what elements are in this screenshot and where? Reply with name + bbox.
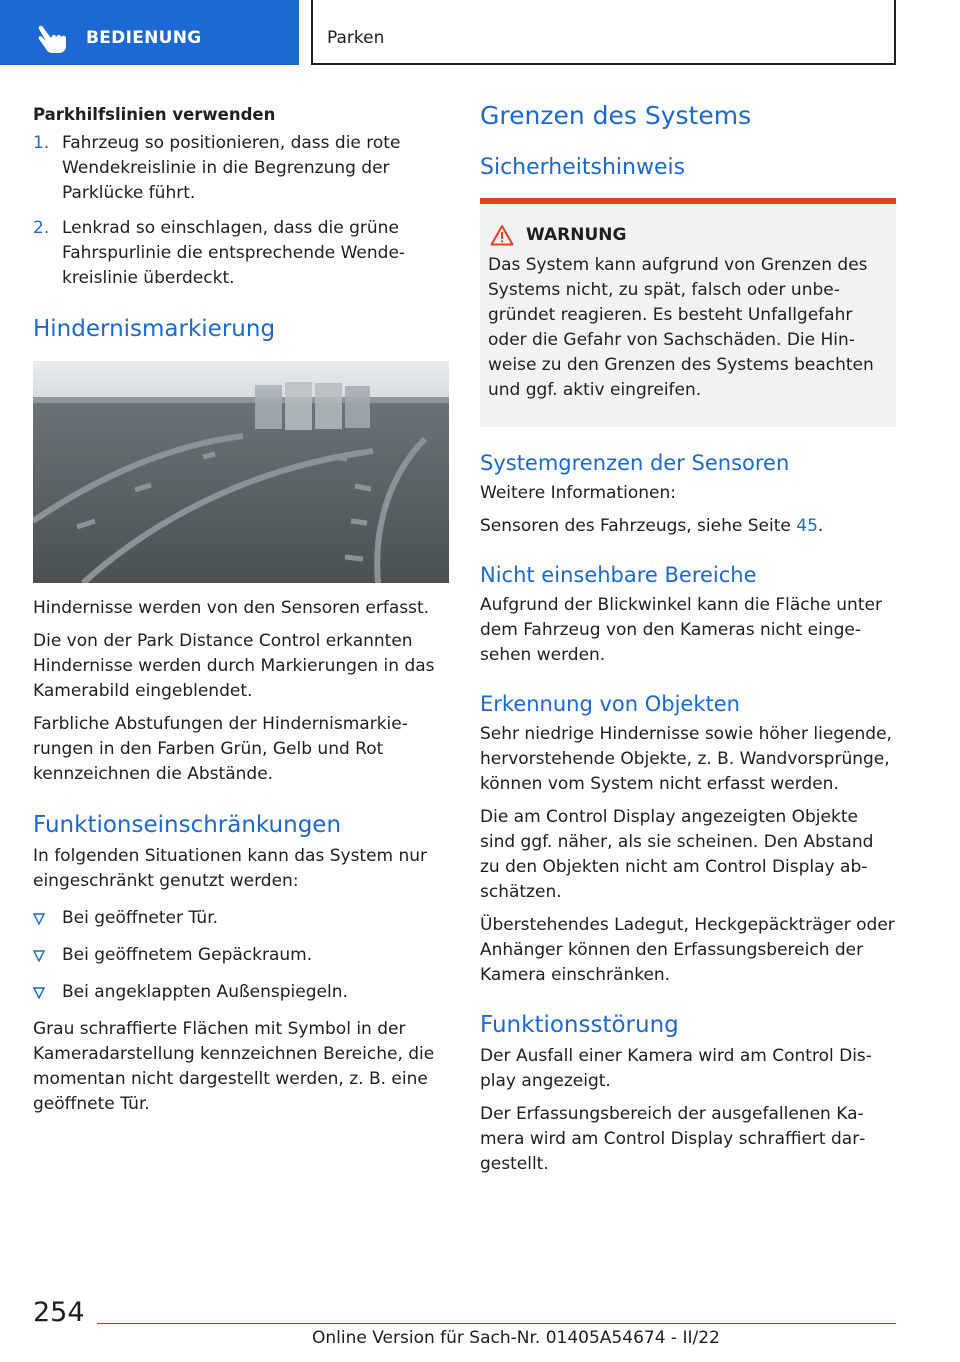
guide-steps-list [33,131,449,291]
page-number: 254 [33,1297,85,1328]
limits-item [33,906,449,931]
limits-item-text: Bei geöffnetem Gepäckraum. [62,945,313,965]
limits-item-text: Bei geöffneter Tür. [62,908,219,928]
triangle-bullet-icon [33,913,45,925]
page-reference-link[interactable]: 45 [796,516,818,536]
hidden-areas-paragraph: Aufgrund der Blickwinkel kann die Fläche unter dem Fahrzeug von den Kameras nicht eingesehen werden. [480,595,882,665]
step-text: Lenkrad so einschlagen, dass die grüne Fahrspurlinie die entsprechende Wendekreislinie überdeckt. [62,218,406,288]
step-number: 2. [33,218,50,238]
obstacle-paragraph-3: Farbliche Abstufungen der Hindernismarkierungen in den Farben Grün, Gelb und Rot kennzeichnen die Abstände. [33,714,408,784]
header-section-tab [0,0,299,65]
warning-triangle-icon [490,224,514,246]
objects-paragraph-1: Sehr niedrige Hindernisse sowie höher liegende, hervorstehende Objekte, z. B. Wandvorsprünge, können vom System nicht erfasst werden. [480,724,892,794]
hidden-areas-heading: Nicht einsehbare Bereiche [480,563,757,587]
warning-title: WARNUNG [526,225,627,245]
right-column [480,100,896,1177]
step-item [33,216,449,291]
limits-outro: Grau schraffierte Flächen mit Symbol in der Kameradarstellung kennzeichnen Bereiche, die momentan nicht dargestellt werden, z. B. eine geöffnete Tür. [33,1019,435,1114]
obstacle-paragraph-1: Hindernisse werden von den Sensoren erfasst. [33,598,430,618]
malfunction-heading: Funktionsstörung [480,1012,679,1038]
sensor-reference-end: . [817,516,824,536]
obstacle-heading: Hindernismarkierung [33,316,276,342]
limits-item [33,980,449,1005]
objects-paragraph-3: Überstehendes Ladegut, Heckgepäckträger oder Anhänger können den Erfassungsbereich der Kamera einschränken. [480,915,895,985]
triangle-bullet-icon [33,987,45,999]
obstacle-paragraph-2: Die von der Park Distance Control erkannten Hindernisse werden durch Markierungen in das Kamerabild eingeblendet. [33,631,435,701]
sensor-paragraph-1: Weitere Informationen: [480,483,676,503]
camera-view-illustration [33,361,449,583]
step-item [33,131,449,206]
malfunction-paragraph-1: Der Ausfall einer Kamera wird am Control Display angezeigt. [480,1046,872,1091]
footer-divider [97,1323,896,1324]
header-chapter-box [311,0,896,65]
limits-item [33,943,449,968]
hand-pointer-icon [36,24,70,54]
limits-item-text: Bei angeklappten Außenspiegeln. [62,982,348,1002]
warning-text: Das System kann aufgrund von Grenzen des Systems nicht, zu spät, falsch oder unbegründet reagieren. Es besteht Unfallgefahr oder die Gefahr von Sachschäden. Die Hinweise zu den Grenzen des Systems beachten und ggf. aktiv eingreifen. [488,255,874,400]
left-column [33,100,449,1117]
triangle-bullet-icon [33,950,45,962]
warning-box [480,198,896,427]
system-limits-heading: Grenzen des Systems [480,101,752,130]
sensor-paragraph-2 [480,514,896,539]
objects-paragraph-2: Die am Control Display angezeigten Objekte sind ggf. näher, als sie scheinen. Den Abstand zu den Objekten nicht am Control Display abschätzen. [480,807,874,902]
footer-version-text: Online Version für Sach-Nr. 01405A54674 - II/22 [312,1328,720,1348]
guide-lines-title: Parkhilfslinien verwenden [33,105,276,124]
chapter-label: Parken [327,28,385,48]
sensor-reference-text: Sensoren des Fahrzeugs, siehe Seite [480,516,797,536]
limits-intro: In folgenden Situationen kann das System nur eingeschränkt genutzt werden: [33,846,428,891]
malfunction-paragraph-2: Der Erfassungsbereich der ausgefallenen Kamera wird am Control Display schraffiert dargestellt. [480,1104,866,1174]
limits-heading: Funktionseinschränkungen [33,812,342,838]
step-text: Fahrzeug so positionieren, dass die rote Wendekreislinie in die Begrenzung der Parklücke führt. [62,133,401,203]
warning-header [488,224,888,246]
step-number: 1. [33,133,50,153]
sensor-limits-heading: Systemgrenzen der Sensoren [480,451,790,475]
obstacle-marking-figure [33,361,449,583]
object-detection-heading: Erkennung von Objekten [480,692,740,716]
safety-note-heading: Sicherheitshinweis [480,155,686,180]
section-label: BEDIENUNG [86,28,202,48]
limits-list [33,906,449,1005]
